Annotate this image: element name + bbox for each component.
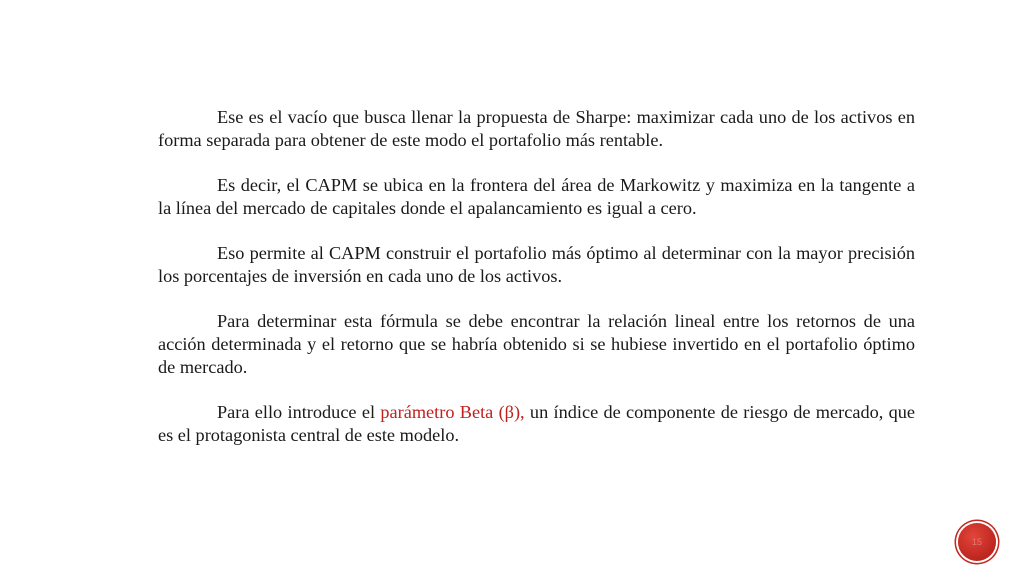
slide-body [158, 106, 915, 469]
paragraph-beta-start: Para ello introduce el [217, 402, 381, 422]
paragraph-beta-end: un índice de componente de riesgo de mercado, que es el protagonista central de este modelo. [158, 402, 915, 445]
paragraph-capm-portfolio: Eso permite al CAPM construir el portafolio más óptimo al determinar con la mayor precisión los porcentajes de inversión en cada uno de los activos. [158, 243, 915, 286]
page-number-badge [958, 523, 996, 561]
page-number: 15 [971, 537, 982, 547]
paragraph-linear-relation: Para determinar esta fórmula se debe encontrar la relación lineal entre los retornos de una acción determinada y el retorno que se habría obtenido si se hubiese invertido en el portafolio óptimo de mercado. [158, 311, 915, 377]
paragraph-beta [158, 401, 915, 447]
paragraph-capm-frontier: Es decir, el CAPM se ubica en la frontera del área de Markowitz y maximiza en la tangente a la línea del mercado de capitales donde el apalancamiento es igual a cero. [158, 175, 915, 218]
paragraph-sharpe: Ese es el vacío que busca llenar la propuesta de Sharpe: maximizar cada uno de los activos en forma separada para obtener de este modo el portafolio más rentable. [158, 107, 915, 150]
beta-parameter-highlight: parámetro Beta (β), [380, 402, 525, 422]
